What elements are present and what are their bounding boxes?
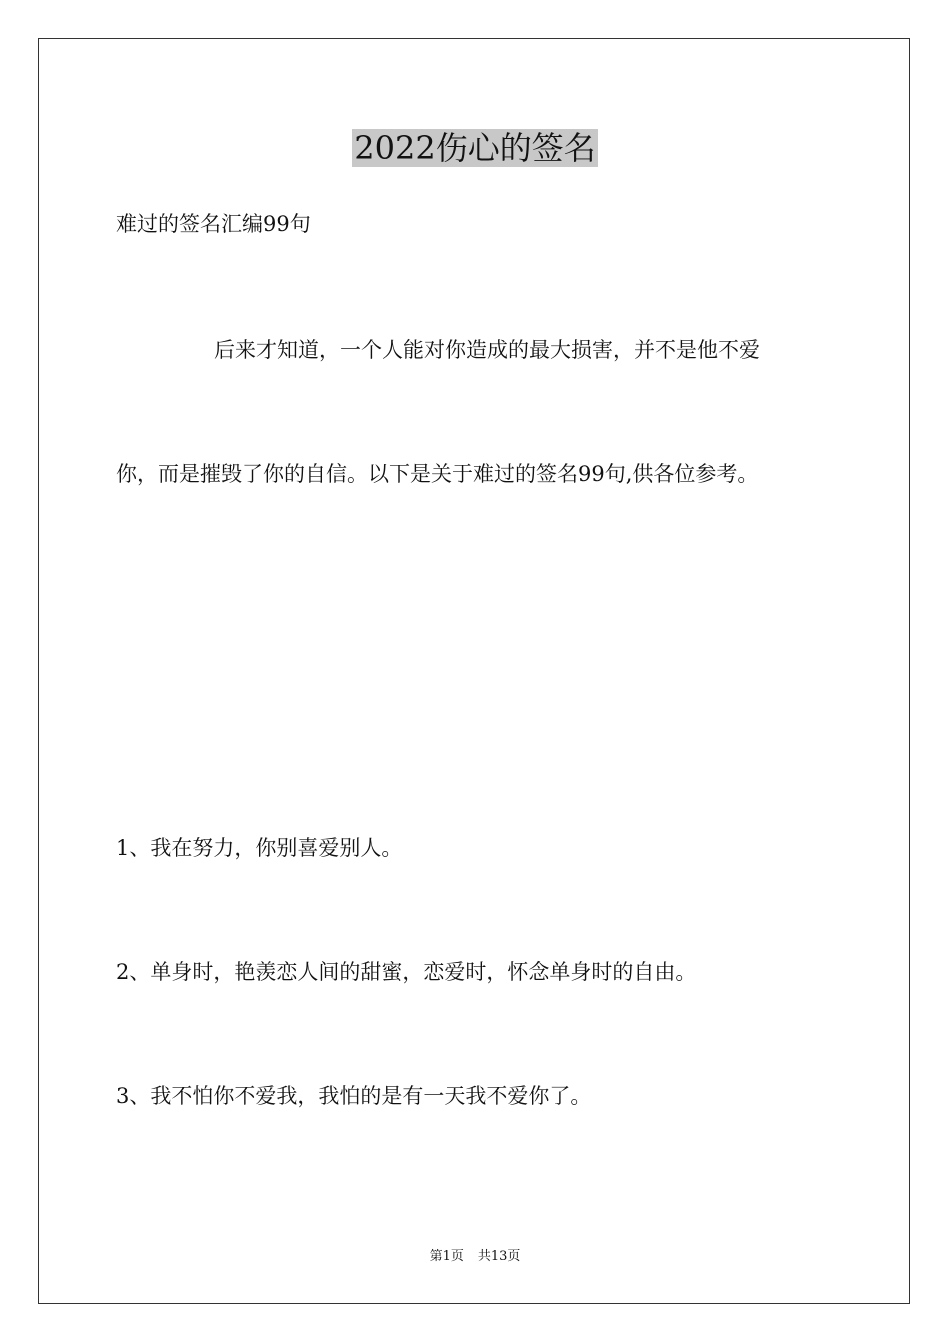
document-title [0,128,950,168]
intro-line-1: 后来才知道，一个人能对你造成的最大损害，并不是他不爱 [214,338,760,362]
list-item: 2、单身时，艳羡恋人间的甜蜜，恋爱时，怀念单身时的自由。 [116,960,697,984]
intro-line-2: 你，而是摧毁了你的自信。以下是关于难过的签名99句,供各位参考。 [116,462,759,486]
list-item: 3、我不怕你不爱我，我怕的是有一天我不爱你了。 [116,1084,592,1108]
page-total: 共13页 [477,1249,521,1264]
page-footer [0,1248,950,1266]
title-highlight: 2022伤心的签名 [354,129,596,167]
page-number: 第1页 [429,1249,464,1264]
subtitle: 难过的签名汇编99句 [116,212,311,236]
list-item: 1、我在努力，你别喜爱别人。 [116,836,403,860]
